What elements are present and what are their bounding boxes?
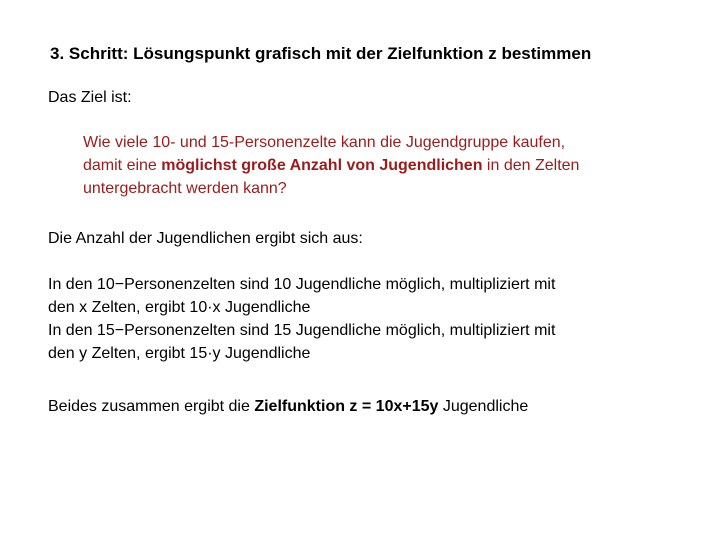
explanation-paragraph <box>48 273 555 365</box>
explanation-line-2: den x Zelten, ergibt 10·x Jugendliche <box>48 299 311 316</box>
goal-line-3: untergebracht werden kann? <box>83 180 287 197</box>
intro-label: Das Ziel ist: <box>48 89 132 106</box>
goal-line-2-emphasis: möglichst große Anzahl von Jugendlichen <box>161 157 483 174</box>
anzahl-paragraph <box>48 227 363 250</box>
goal-line-1: Wie viele 10- und 15-Personenzelte kann die Jugendgruppe kaufen, <box>83 134 566 151</box>
intro-text <box>48 86 132 110</box>
summary-pre: Beides zusammen ergibt die <box>48 398 255 415</box>
anzahl-text: Die Anzahl der Jugendlichen ergibt sich aus: <box>48 230 363 247</box>
goal-line-2 <box>83 154 683 177</box>
explanation-line-1: In den 10−Personenzelten sind 10 Jugendliche möglich, multipliziert mit <box>48 276 556 293</box>
objective-function: Zielfunktion z = 10x+15y <box>254 398 439 415</box>
goal-line-2-pre: damit eine <box>83 157 162 174</box>
summary-paragraph <box>48 395 528 418</box>
summary-post: Jugendliche <box>438 398 529 415</box>
goal-line-2-post: in den Zelten <box>482 157 580 174</box>
summary-line <box>48 395 528 418</box>
slide-title <box>50 42 591 66</box>
explanation-line-3: In den 15−Personenzelten sind 15 Jugendliche möglich, multipliziert mit <box>48 322 556 339</box>
slide-title-text: 3. Schritt: Lösungspunkt grafisch mit der Zielfunktion z bestimmen <box>50 44 592 63</box>
goal-question <box>83 131 683 200</box>
explanation-line-4: den y Zelten, ergibt 15·y Jugendliche <box>48 345 311 362</box>
